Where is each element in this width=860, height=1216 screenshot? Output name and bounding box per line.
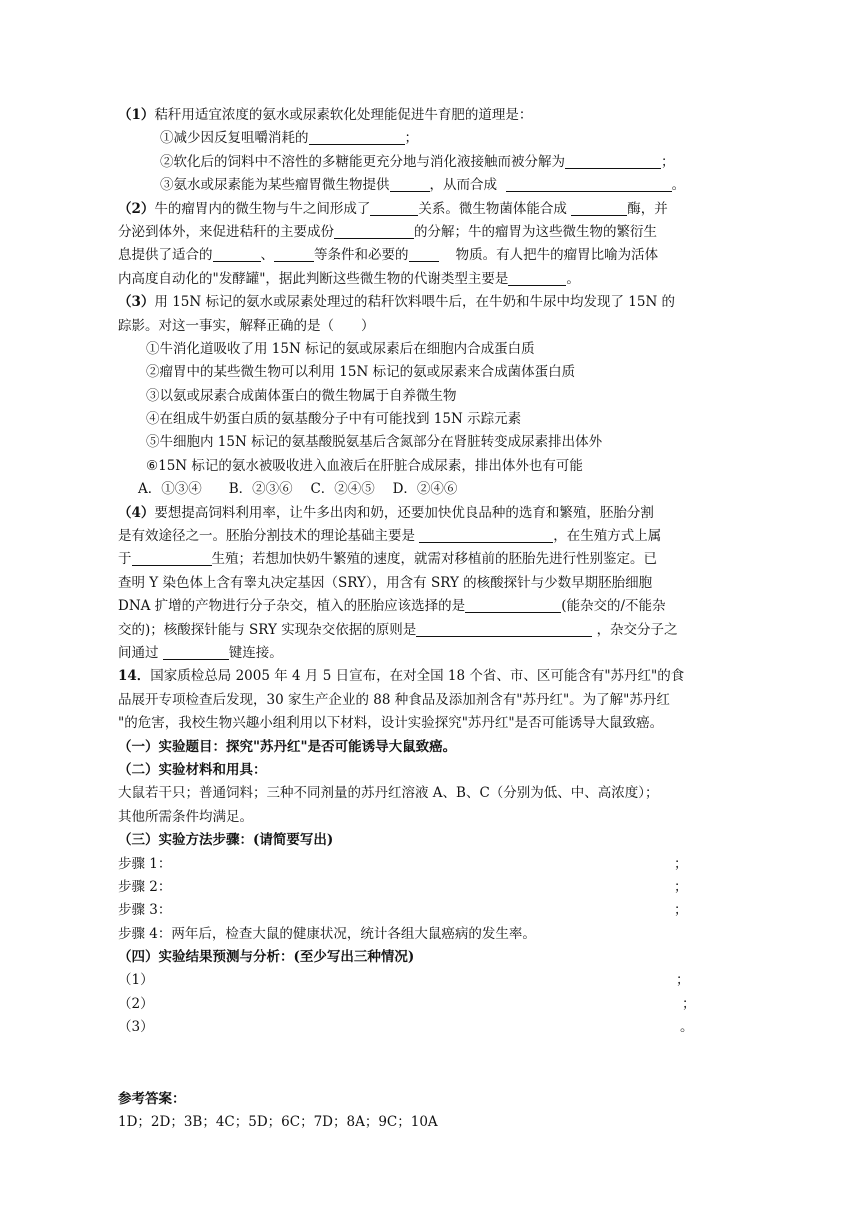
answer-blank[interactable] — [390, 175, 430, 192]
q-part1-item3: ③氨水或尿素能为某些瘤胃微生物提供 ，从而合成 。 — [160, 177, 686, 194]
answer-blank[interactable] — [508, 269, 566, 286]
q-part3-option-5: ⑤牛细胞内 15N 标记的氨基酸脱氨基后含氮部分在肾脏转变成尿素排出体外 — [146, 434, 603, 451]
q-part4-line6: 交的)；核酸探针能与 SRY 实现杂交依据的原则是 ，杂交分子之 — [118, 621, 678, 638]
q14-materials-line1: 大鼠若干只；普通饲料；三种不同剂量的苏丹红溶液 A、B、C（分别为低、中、高浓度）； — [118, 785, 659, 802]
answer-blank[interactable] — [370, 199, 418, 216]
q-part3-choices: A．①③④ B．②③⑥ C．②④⑤ D．②④⑥ — [138, 481, 458, 498]
q14-step-3[interactable]: 步骤 3： ； — [118, 902, 688, 919]
q14-section-results: （四）实验结果预测与分析：(至少写出三种情况) — [118, 949, 415, 966]
q14-materials-line2: 其他所需条件均满足。 — [118, 808, 253, 825]
q-part1-stem: （1）秸秆用适宜浓度的氨水或尿素软化处理能促进牛育肥的道理是： — [118, 107, 533, 123]
q14-intro-line3: "的危害，我校生物兴趣小组利用以下材料，设计实验探究"苏丹红"是否可能诱导大鼠致癌。 — [118, 715, 664, 732]
q14-step-1[interactable]: 步骤 1： ； — [118, 855, 688, 872]
answer-blank[interactable] — [506, 175, 672, 192]
q-part2-line2: 分泌到体外，来促进秸秆的主要成份 的分解；牛的瘤胃为这些微生物的繁衍生 — [118, 223, 657, 240]
answer-blank[interactable] — [309, 128, 405, 145]
answer-blank[interactable] — [409, 245, 439, 262]
answer-blank[interactable] — [132, 549, 212, 566]
answer-blank[interactable] — [571, 199, 627, 216]
answer-blank[interactable] — [334, 222, 414, 239]
q-part3-option-1: ①牛消化道吸收了用 15N 标记的氨或尿素后在细胞内合成蛋白质 — [146, 340, 535, 357]
answers-list: 1D；2D；3B；4C；5D；6C；7D；8A；9C；10A — [118, 1114, 438, 1131]
q14-intro-line1: 14．国家质检总局 2005 年 4 月 5 日宣布，在对全国 18 个省、市、区可能含有"苏丹红"的食 — [118, 668, 685, 685]
q14-step-4: 步骤 4：两年后，检查大鼠的健康状况，统计各组大鼠癌病的发生率。 — [118, 925, 536, 942]
document-page — [118, 104, 736, 1134]
q-part3-option-4: ④在组成牛奶蛋白质的氨基酸分子中有可能找到 15N 示踪元素 — [146, 411, 522, 428]
q-part2-line1: （2）牛的瘤胃内的微生物与牛之间形成了 关系。微生物菌体能合成 酶，并 — [118, 200, 668, 217]
q14-section-materials: （二）实验材料和用具： — [118, 761, 267, 778]
q-part4-line4: 查明 Y 染色体上含有睾丸决定基因（SRY），用含有 SRY 的核酸探针与少数早期胚胎细胞 — [118, 574, 653, 591]
q-part1-item2: ②软化后的饲料中不溶性的多糖能更充分地与消化液接触而被分解为 ； — [160, 153, 675, 170]
q-part4-line7: 间通过 键连接。 — [118, 644, 283, 661]
q-part2-line3: 息提供了适合的 、 等条件和必要的 物质。有人把牛的瘤胃比喻为活体 — [118, 247, 659, 264]
answer-blank[interactable] — [213, 245, 261, 262]
q14-intro-line2: 品展开专项检查后发现，30 家生产企业的 88 种食品及添加剂含有"苏丹红"。为了解"苏丹红 — [118, 691, 670, 708]
q-part4-line2: 是有效途径之一。胚胎分割技术的理论基础主要是 ，在生殖方式上属 — [118, 528, 662, 545]
q14-section-steps: （三）实验方法步骤：(请简要写出) — [118, 832, 334, 849]
answer-blank[interactable] — [565, 152, 661, 169]
q14-step-2[interactable]: 步骤 2： ； — [118, 878, 688, 895]
q-part2-line4: 内高度自动化的"发酵罐"，据此判断这些微生物的代谢类型主要是 。 — [118, 270, 580, 287]
q-part3-option-2: ②瘤胃中的某些微生物可以利用 15N 标记的氨或尿素来合成菌体蛋白质 — [146, 364, 576, 381]
q14-section-title: （一）实验题目：探究"苏丹红"是否可能诱导大鼠致癌。 — [118, 738, 457, 755]
q-part1-item1: ①减少因反复咀嚼消耗的 ； — [160, 130, 418, 147]
answers-title: 参考答案： — [118, 1090, 186, 1107]
answer-blank[interactable] — [465, 596, 561, 613]
q-part3-option-3: ③以氨或尿素合成菌体蛋白的微生物属于自养微生物 — [146, 387, 457, 404]
q14-result-3[interactable]: （3） 。 — [118, 1019, 694, 1036]
answer-blank[interactable] — [416, 620, 592, 637]
q-part4-line5: DNA 扩增的产物进行分子杂交，植入的胚胎应该选择的是 (能杂交的/不能杂 — [118, 598, 666, 615]
q-part3-option-6: ⑥15N 标记的氨水被吸收进入血液后在肝脏合成尿素，排出体外也有可能 — [146, 457, 583, 474]
q14-result-2[interactable]: （2） ； — [118, 995, 696, 1012]
q-part3-line1: （3）用 15N 标记的氨水或尿素处理过的秸秆饮料喂牛后，在牛奶和牛尿中均发现了 15N 的 — [118, 294, 676, 311]
answer-blank[interactable] — [163, 643, 229, 660]
q-part3-line2: 踪影。对这一事实，解释正确的是（ ） — [118, 317, 375, 334]
q14-result-1[interactable]: （1） ； — [118, 972, 690, 989]
q-part4-line3: 于 生殖；若想加快奶牛繁殖的速度，就需对移植前的胚胎先进行性别鉴定。已 — [118, 551, 657, 568]
q-part4-line1: （4）要想提高饲料利用率，让牛多出肉和奶，还要加快优良品种的选育和繁殖，胚胎分割 — [118, 504, 654, 521]
answer-blank[interactable] — [274, 245, 314, 262]
answer-blank[interactable] — [419, 526, 553, 543]
